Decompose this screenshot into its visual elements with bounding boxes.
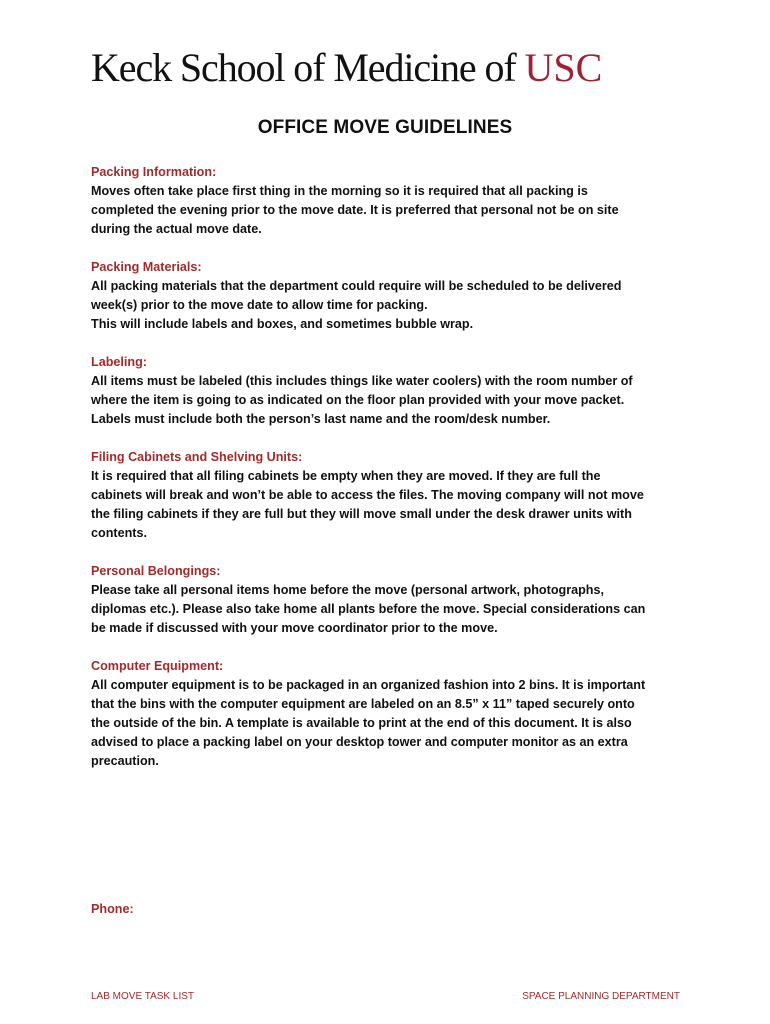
phone-label: Phone:: [91, 902, 134, 916]
body-line: advised to place a packing label on your desktop tower and computer monitor as an extra: [91, 735, 628, 749]
body-line: be made if discussed with your move coordinator prior to the move.: [91, 621, 498, 635]
body-line: diplomas etc.). Please also take home all plants before the move. Special considerations can: [91, 602, 646, 616]
section-body: [91, 372, 691, 429]
logo-text: Keck School of Medicine of: [91, 45, 525, 90]
page-title: OFFICE MOVE GUIDELINES: [257, 117, 513, 138]
guidelines-content: [91, 163, 691, 790]
body-line: All packing materials that the department could require will be scheduled to be delivered: [91, 279, 622, 293]
section-heading: Packing Materials:: [91, 260, 202, 274]
section-packing-information: [91, 163, 691, 239]
logo-brand: USC: [524, 45, 603, 90]
section-heading: Labeling:: [91, 355, 147, 369]
section-body: [91, 277, 691, 334]
body-line: where the item is going to as indicated on the floor plan provided with your move packet.: [91, 393, 625, 407]
section-body: [91, 182, 691, 239]
body-line: during the actual move date.: [91, 222, 262, 236]
body-line: contents.: [91, 526, 147, 540]
body-line: Please take all personal items home before the move (personal artwork, photographs,: [91, 583, 604, 597]
school-logo: [91, 40, 691, 96]
section-heading: Personal Belongings:: [91, 564, 221, 578]
section-body: [91, 467, 691, 543]
body-line: the filing cabinets if they are full but they will move small under the desk drawer units with: [91, 507, 632, 521]
body-line: It is required that all filing cabinets be empty when they are moved. If they are full the: [91, 469, 601, 483]
body-line: week(s) prior to the move date to allow time for packing.: [91, 298, 428, 312]
body-line: Moves often take place first thing in the morning so it is required that all packing is: [91, 184, 588, 198]
section-filing-cabinets: [91, 448, 691, 543]
footer-left-text: LAB MOVE TASK LIST: [91, 991, 194, 1002]
section-heading: Computer Equipment:: [91, 659, 224, 673]
section-personal-belongings: [91, 562, 691, 638]
section-heading: Packing Information:: [91, 165, 217, 179]
body-line: This will include labels and boxes, and sometimes bubble wrap.: [91, 317, 474, 331]
section-labeling: [91, 353, 691, 429]
section-body: [91, 581, 691, 638]
body-line: precaution.: [91, 754, 159, 768]
body-line: Labels must include both the person’s last name and the room/desk number.: [91, 412, 551, 426]
footer-right-text: SPACE PLANNING DEPARTMENT: [522, 991, 680, 1002]
section-body: [91, 676, 691, 771]
section-computer-equipment: [91, 657, 691, 771]
body-line: All computer equipment is to be packaged in an organized fashion into 2 bins. It is important: [91, 678, 646, 692]
body-line: completed the evening prior to the move date. It is preferred that personal not be on site: [91, 203, 619, 217]
body-line: the outside of the bin. A template is available to print at the end of this document. It is also: [91, 716, 632, 730]
body-line: cabinets will break and won’t be able to access the files. The moving company will not move: [91, 488, 644, 502]
body-line: that the bins with the computer equipment are labeled on an 8.5” x 11” taped securely onto: [91, 697, 635, 711]
body-line: All items must be labeled (this includes things like water coolers) with the room number of: [91, 374, 633, 388]
section-heading: Filing Cabinets and Shelving Units:: [91, 450, 303, 464]
section-packing-materials: [91, 258, 691, 334]
